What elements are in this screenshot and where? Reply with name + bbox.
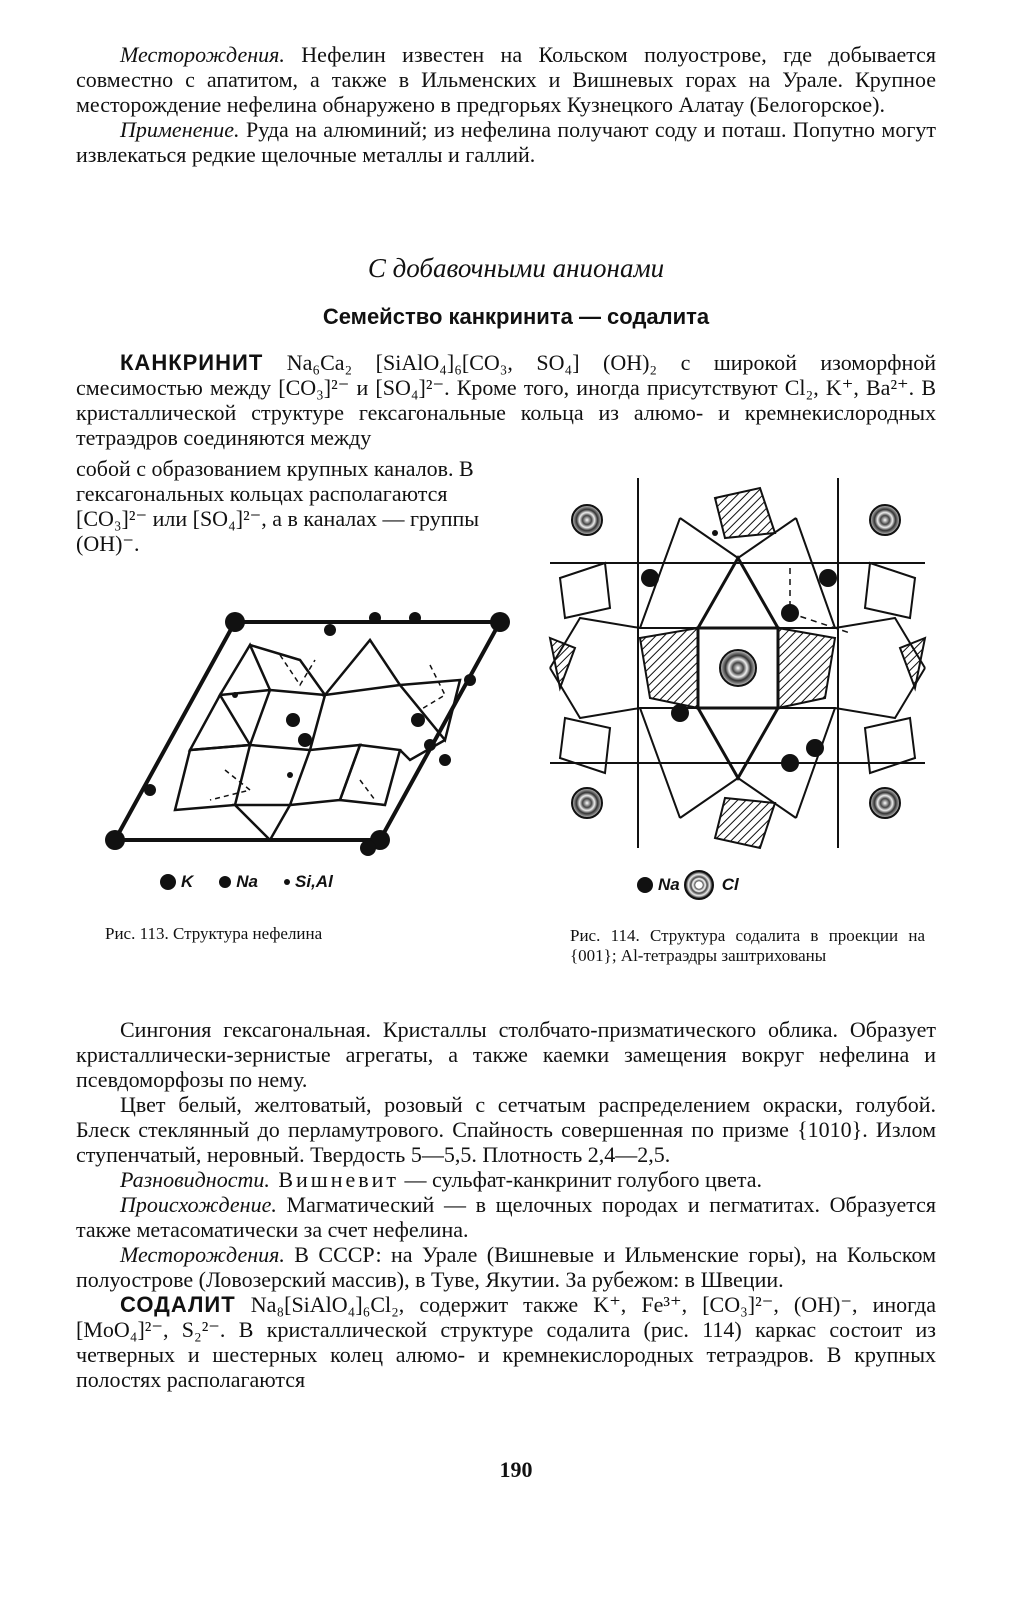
paragraph-body: Руда на алюминий; из нефелина получают соду и поташ. Попутно могут извлекаться редкие щелочные металлы и галлий. — [76, 117, 936, 167]
k-atom — [225, 612, 245, 632]
paragraph-varieties — [76, 1167, 936, 1192]
paragraph-lead: Месторождения. — [120, 42, 285, 67]
cancrinite-paragraph-continuation: собой с образованием крупных каналов. В гексагональных кольцах располагаются [CO₃]²⁻ или [SO₄]²⁻, а в каналах — группы (OH)⁻. — [76, 456, 480, 556]
cl-legend-icon — [684, 870, 714, 900]
legend-label-cl: Cl — [721, 875, 739, 894]
figure-113-caption: Рис. 113. Структура нефелина — [105, 924, 323, 943]
k-atom — [105, 830, 125, 850]
unit-cell-outline — [115, 622, 500, 840]
paragraph-lead: Месторождения. — [120, 1242, 285, 1267]
paragraph-body: Нефелин известен на Кольском полуострове, где добывается совместно с апатитом, а также в Ильменских и Вишневых горах на Урале. Крупное месторождение нефелина обнаружено в предгорьях Кузнецкого Алатау (Белогорское). — [76, 42, 936, 117]
na-atom — [369, 612, 381, 624]
tetrahedron — [560, 563, 610, 618]
na-atom — [286, 713, 300, 727]
subsection-title: Семейство канкринита — содалита — [322, 304, 710, 329]
dashed-bond — [420, 665, 445, 710]
cancrinite-formula: Na₆Ca₂ [SiAlO₄]₆[CO₃, SO₄] (OH)₂ — [263, 350, 658, 375]
tetrahedron — [190, 695, 250, 750]
paragraph-application — [76, 117, 936, 167]
paragraph-body: В СССР: на Урале (Вишневые и Ильменские горы), на Кольском полуострове (Ловозерский массив), в Туве, Якутии. За рубежом: в Швеции. — [76, 1242, 936, 1292]
na-atom — [464, 674, 476, 686]
mineral-name-sodalite: СОДАЛИТ — [120, 1292, 236, 1317]
paragraph-color: Цвет белый, желтоватый, розовый с сетчатым распределением окраски, голубой. Блеск стеклянный до перламутрового. Спайность совершенная по призме {1010}. Излом ступенчатый, неровный. Твердость 5—5,5. Плотность 2,4—2,5. — [76, 1092, 936, 1167]
cl-atom — [720, 650, 756, 686]
text-block-bottom — [76, 1017, 936, 1392]
figure-114-legend — [637, 870, 739, 900]
cl-atom — [572, 505, 602, 535]
cl-atom — [870, 505, 900, 535]
paragraph-sodalite — [76, 1292, 936, 1392]
tetrahedron — [220, 645, 270, 695]
al-tetrahedron — [715, 488, 775, 538]
paragraph-body: Na₈[SiAlO₄]₆Cl₂, содержит также K⁺, Fe³⁺, [CO₃]²⁻, (OH)⁻, иногда [MoO₄]²⁻, S₂²⁻. В кристаллической структуре содалита (рис. 114) каркас состоит из четверных и шестерных колец алюмо- и кремнекислородных тетраэдров. В крупных полостях располагаются — [76, 1292, 936, 1392]
tetrahedron — [325, 640, 400, 695]
text-block-top — [76, 42, 936, 167]
tetrahedron — [340, 745, 400, 805]
six-ring-edge — [698, 558, 778, 628]
mineral-name-cancrinite: КАНКРИНИТ — [120, 350, 264, 375]
na-legend-icon — [637, 877, 653, 893]
paragraph-lead: Происхождение. — [120, 1192, 277, 1217]
k-atom — [360, 840, 376, 856]
paragraph-origin — [76, 1192, 936, 1242]
na-atom — [641, 569, 659, 587]
paragraph-syngony: Сингония гексагональная. Кристаллы столбчато-призматического облика. Образует кристаллически-зернистые агрегаты, а также каемки замещения вокруг нефелина и псевдоморфозы по нему. — [76, 1017, 936, 1092]
paragraph-body: — сульфат-канкринит голубого цвета. — [399, 1167, 762, 1192]
na-atom — [781, 604, 799, 622]
na-atom — [409, 612, 421, 624]
tetrahedron — [865, 718, 915, 773]
k-legend-icon — [160, 874, 176, 890]
na-atom — [781, 754, 799, 772]
tetrahedron — [235, 805, 290, 840]
paragraph-body: Магматический — в щелочных породах и пегматитах. Образуется также метасоматически за счет нефелина. — [76, 1192, 936, 1242]
figure-113-nepheline-structure — [100, 600, 520, 860]
cancrinite-body: с широкой изоморфной смесимостью между [CO₃]²⁻ и [SO₄]²⁻. Кроме того, иногда присутствуют Cl₂, K⁺, Ba²⁺. В кристаллической структуре гексагональные кольца из алюмо- и кремнекислородных тетраэдров соединяются между — [76, 350, 936, 450]
figure-114-caption: Рис. 114. Структура содалита в проекции на {001}; Al-тетраэдры заштрихованы — [570, 926, 925, 965]
cancrinite-paragraph — [76, 350, 936, 450]
na-atom — [144, 784, 156, 796]
na-atom — [411, 713, 425, 727]
si-al-atom — [287, 772, 293, 778]
figure-114-sodalite-structure — [550, 478, 925, 848]
variety-name: Вишневит — [269, 1167, 400, 1192]
ring-edge — [400, 740, 445, 760]
si-al-atom — [232, 692, 238, 698]
na-atom — [819, 569, 837, 587]
dashed-bond — [210, 770, 250, 800]
na-atom — [439, 754, 451, 766]
na-legend-icon — [219, 876, 231, 888]
na-atom — [424, 739, 436, 751]
figure-113-legend — [160, 872, 333, 892]
paragraph-lead: Применение. — [120, 117, 240, 142]
section-title: С добавочными анионами — [367, 253, 665, 283]
al-tetrahedron — [715, 798, 775, 848]
page-number: 190 — [499, 1457, 533, 1482]
si-al-atom — [712, 530, 718, 536]
al-tetrahedron — [640, 628, 698, 708]
tetrahedron — [560, 718, 610, 773]
cl-atom — [572, 788, 602, 818]
paragraph-lead: Разновидности. — [120, 1167, 270, 1192]
cl-atom — [870, 788, 900, 818]
dashed-bond — [360, 780, 375, 800]
al-tetrahedron — [778, 628, 835, 708]
legend-label-na: Na — [236, 872, 259, 891]
tetrahedron — [865, 563, 915, 618]
na-atom — [298, 733, 312, 747]
na-atom — [671, 704, 689, 722]
dashed-bond — [790, 613, 850, 633]
six-ring-edge — [698, 708, 778, 778]
na-atom — [806, 739, 824, 757]
paragraph-deposits-nepheline — [76, 42, 936, 117]
legend-label-k: K — [181, 872, 194, 891]
legend-label-na: Na — [658, 875, 680, 894]
na-atom — [324, 624, 336, 636]
paragraph-deposits-cancrinite — [76, 1242, 936, 1292]
tetrahedron — [175, 745, 250, 810]
k-atom — [490, 612, 510, 632]
legend-label-si-al: Si,Al — [295, 872, 333, 891]
si-al-legend-icon — [284, 879, 290, 885]
